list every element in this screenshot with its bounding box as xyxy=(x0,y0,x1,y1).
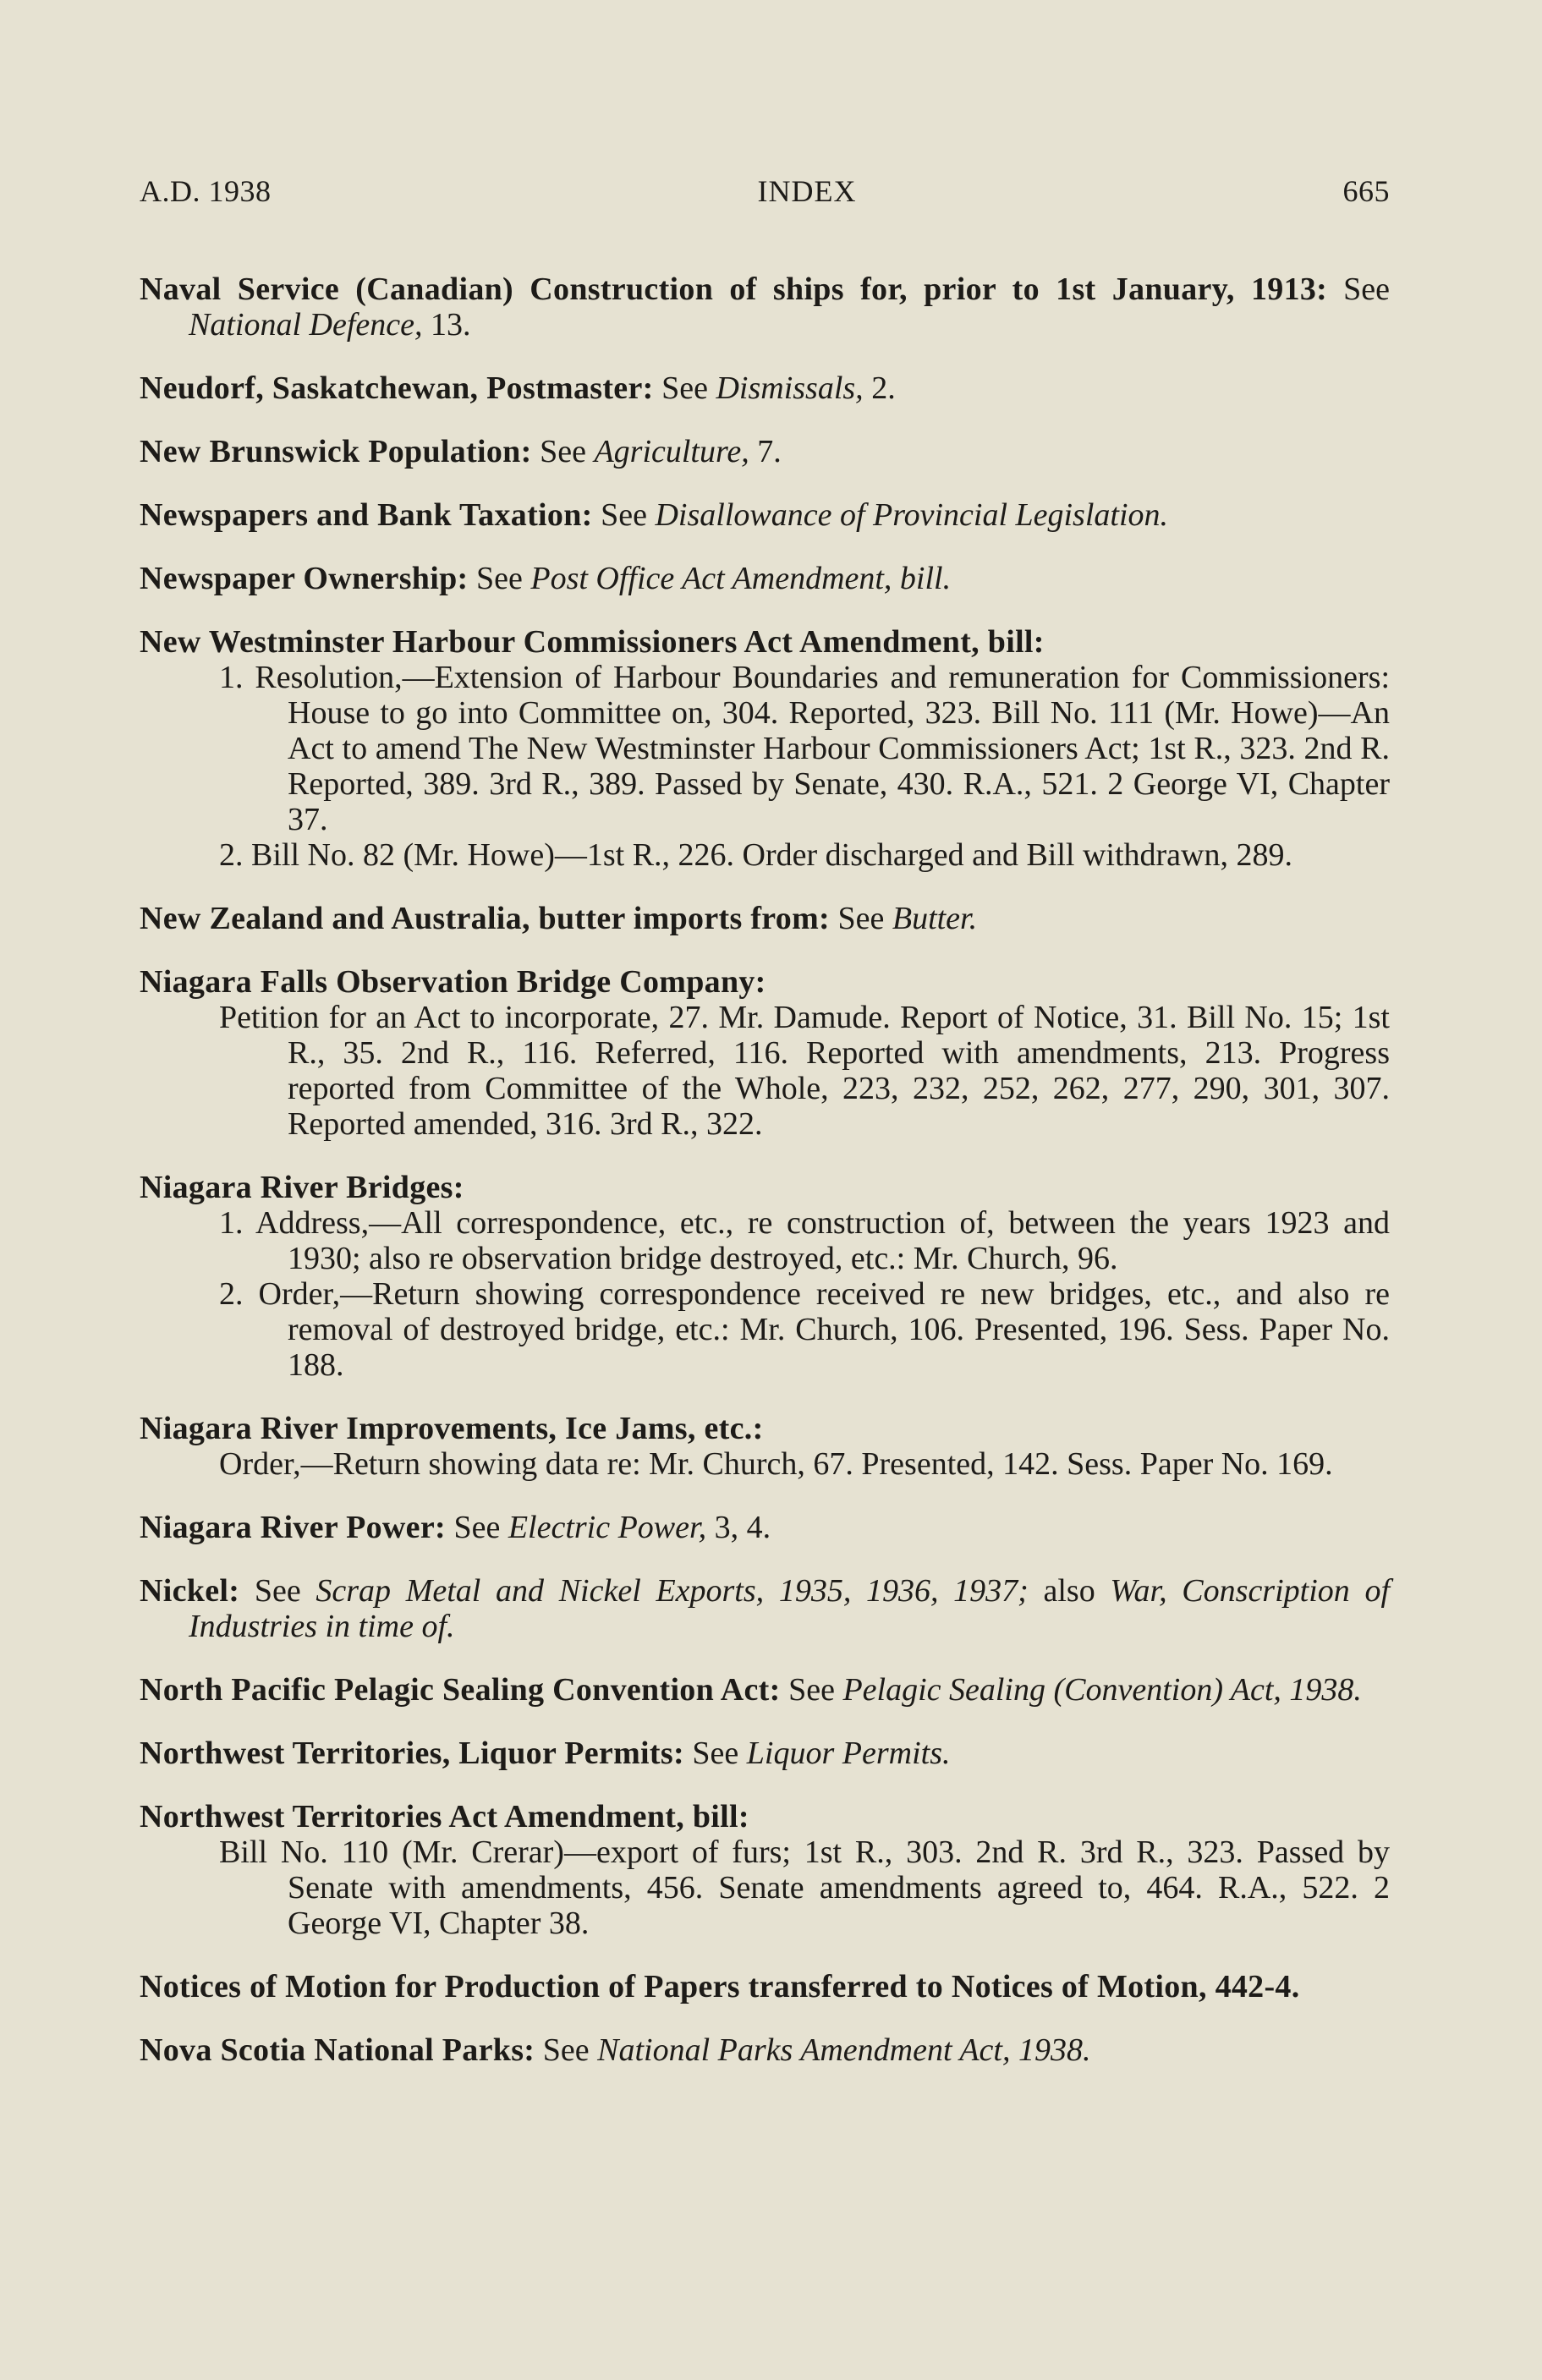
entry-reference-2: War, Conscription of Industries in time of. xyxy=(189,1573,1390,1644)
entry-reference: Pelagic Sealing (Convention) Act, 1938. xyxy=(842,1672,1362,1708)
entry-heading: Northwest Territories, Liquor Permits: xyxy=(140,1736,684,1771)
entry-see: See xyxy=(239,1573,316,1609)
index-entry xyxy=(140,901,1390,936)
index-entry xyxy=(140,1799,1390,1941)
entry-see: See xyxy=(653,370,716,406)
entry-subentries xyxy=(189,660,1390,873)
entry-tail: 2. xyxy=(863,370,896,406)
entry-see: See xyxy=(829,901,892,936)
entry-see: See xyxy=(445,1510,508,1545)
index-entry xyxy=(140,1736,1390,1771)
entry-reference: Disallowance of Provincial Legislation. xyxy=(655,497,1169,533)
entry-heading: New Westminster Harbour Commissioners Act Amendment, bill: xyxy=(140,624,1045,660)
entry-heading: Nova Scotia National Parks: xyxy=(140,2032,535,2068)
index-entry xyxy=(140,1510,1390,1545)
entry-heading: Neudorf, Saskatchewan, Postmaster: xyxy=(140,370,654,406)
index-entry xyxy=(140,434,1390,469)
index-entry xyxy=(140,964,1390,1142)
entry-tail: 7. xyxy=(749,434,782,469)
header-year: A.D. 1938 xyxy=(140,174,272,208)
index-entry xyxy=(140,1573,1390,1644)
entry-heading: Newspaper Ownership: xyxy=(140,561,469,596)
index-entry xyxy=(140,1969,1390,2004)
entry-subentries xyxy=(189,1834,1390,1941)
entry-reference: National Parks Amendment Act, 1938. xyxy=(597,2032,1091,2068)
entry-heading: Naval Service (Canadian) Construction of ships for, prior to 1st January, 1913: xyxy=(140,271,1328,307)
entry-heading: Notices of Motion for Production of Papers transferred to Notices of Motion, 442-4. xyxy=(140,1969,1300,2004)
entry-heading: Niagara River Bridges: xyxy=(140,1170,464,1205)
entry-heading: North Pacific Pelagic Sealing Convention Act: xyxy=(140,1672,781,1708)
entry-heading: Niagara Falls Observation Bridge Company: xyxy=(140,964,766,1000)
entry-tail: 3, 4. xyxy=(706,1510,771,1545)
subentry: 2. Bill No. 82 (Mr. Howe)—1st R., 226. Order discharged and Bill withdrawn, 289. xyxy=(219,837,1292,873)
entry-reference: Scrap Metal and Nickel Exports, 1935, 1936, 1937; xyxy=(316,1573,1029,1609)
entry-heading: Northwest Territories Act Amendment, bill: xyxy=(140,1799,749,1834)
entry-subentries xyxy=(189,1205,1390,1383)
entry-see: See xyxy=(531,434,595,469)
entry-tail: also xyxy=(1028,1573,1111,1609)
index-entry xyxy=(140,1672,1390,1708)
entry-see: See xyxy=(535,2032,598,2068)
entry-heading: New Zealand and Australia, butter imports from: xyxy=(140,901,830,936)
entry-heading: New Brunswick Population: xyxy=(140,434,532,469)
entry-heading: Niagara River Improvements, Ice Jams, etc.: xyxy=(140,1411,764,1446)
entry-reference: National Defence, xyxy=(189,307,423,343)
index-entries xyxy=(140,271,1390,2068)
entry-heading: Newspapers and Bank Taxation: xyxy=(140,497,593,533)
subentry: Petition for an Act to incorporate, 27. Mr. Damude. Report of Notice, 31. Bill No. 15; 1st R., 35. 2nd R., 116. Referred, 116. Reported with amendments, 213. Progress reported from Committee of the Whole, 223, 232, 252, 262, 277, 290, 301, 307. Reported amended, 316. 3rd R., 322. xyxy=(219,1000,1390,1142)
header-title: INDEX xyxy=(757,174,857,208)
entry-see: See xyxy=(683,1736,747,1771)
entry-see: See xyxy=(592,497,656,533)
entry-reference: Liquor Permits. xyxy=(746,1736,951,1771)
entry-heading: Nickel: xyxy=(140,1573,240,1609)
subentry: Bill No. 110 (Mr. Crerar)—export of furs; 1st R., 303. 2nd R. 3rd R., 323. Passed by Senate with amendments, 456. Senate amendments agreed to, 464. R.A., 522. 2 George VI, Chapter 38. xyxy=(219,1834,1390,1941)
subentry: 1. Resolution,—Extension of Harbour Boundaries and remuneration for Commissioners: House to go into Committee on, 304. Reported, 323. Bill No. 111 (Mr. Howe)—An Act to amend The New Westminster Harbour Commissioners Act; 1st R., 323. 2nd R. Reported, 389. 3rd R., 389. Passed by Senate, 430. R.A., 521. 2 George VI, Chapter 37. xyxy=(219,660,1390,837)
index-entry xyxy=(140,624,1390,873)
subentry: 1. Address,—All correspondence, etc., re construction of, between the years 1923 and 1930; also re observation bridge destroyed, etc.: Mr. Church, 96. xyxy=(219,1205,1390,1276)
entry-reference: Dismissals, xyxy=(716,370,864,406)
index-entry xyxy=(140,1170,1390,1383)
entry-reference: Post Office Act Amendment, bill. xyxy=(530,561,952,596)
entry-reference: Electric Power, xyxy=(508,1510,707,1545)
entry-subentries xyxy=(189,1446,1390,1482)
entry-tail: 13. xyxy=(422,307,471,343)
index-entry xyxy=(140,497,1390,533)
entry-see: See xyxy=(468,561,531,596)
entry-reference: Agriculture, xyxy=(594,434,749,469)
entry-reference: Butter. xyxy=(892,901,978,936)
page-number: 665 xyxy=(1342,174,1390,208)
index-entry xyxy=(140,2032,1390,2068)
index-entry xyxy=(140,271,1390,343)
subentry: Order,—Return showing data re: Mr. Church, 67. Presented, 142. Sess. Paper No. 169. xyxy=(219,1446,1333,1482)
subentry: 2. Order,—Return showing correspondence received re new bridges, etc., and also re removal of destroyed bridge, etc.: Mr. Church, 106. Presented, 196. Sess. Paper No. 188. xyxy=(219,1276,1390,1383)
entry-subentries xyxy=(189,1000,1390,1142)
index-entry xyxy=(140,561,1390,596)
index-entry xyxy=(140,370,1390,406)
index-entry xyxy=(140,1411,1390,1482)
page-header xyxy=(140,173,1390,209)
entry-heading: Niagara River Power: xyxy=(140,1510,446,1545)
entry-see: See xyxy=(780,1672,843,1708)
entry-see: See xyxy=(1327,271,1390,307)
